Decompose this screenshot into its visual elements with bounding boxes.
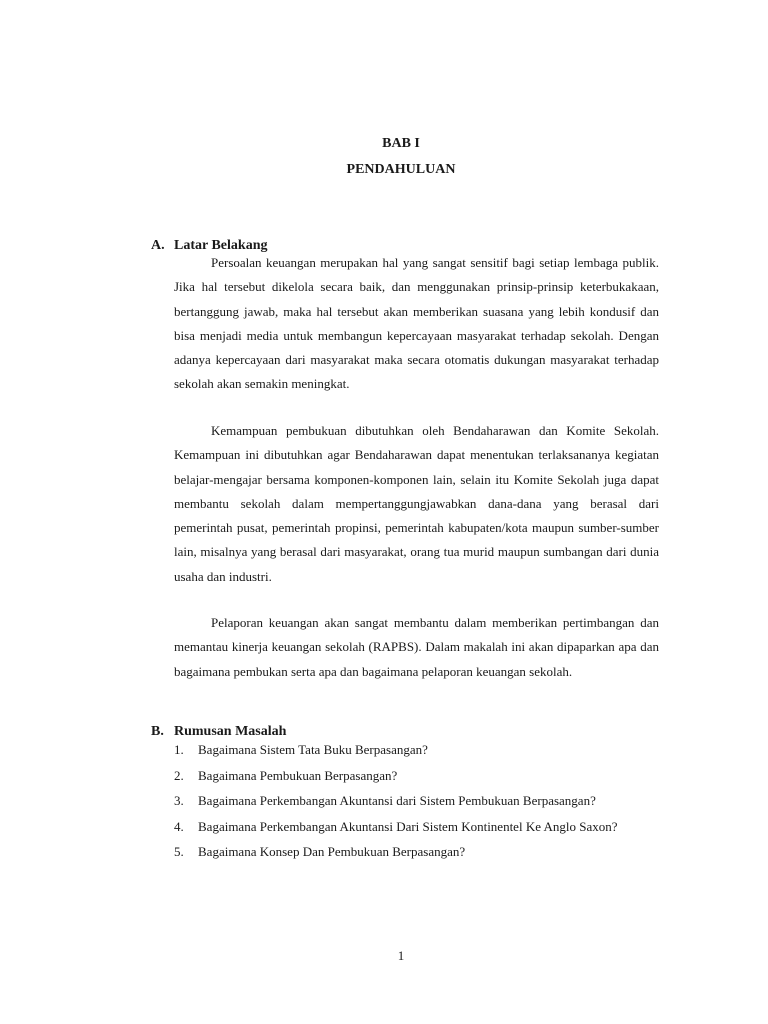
list-item-number: 4. (174, 818, 184, 834)
list-item (174, 737, 659, 763)
list-item-text: Bagaimana Konsep Dan Pembukuan Berpasangan? (198, 844, 466, 859)
chapter-number: BAB I (382, 136, 420, 151)
list-item (174, 839, 659, 865)
list-item-text: Bagaimana Pembukuan Berpasangan? (198, 767, 398, 783)
list-item-number: 1. (174, 742, 184, 757)
list-item-number: 5. (174, 844, 184, 859)
list-item-number: 2. (174, 767, 184, 783)
paragraph: Kemampuan pembukuan dibutuhkan oleh Bendaharawan dan Komite Sekolah. Kemampuan ini dibutuhkan agar Bendaharawan dapat menentukan terlaksananya kegiatan belajar-mengajar bersama komponen-komponen lain, selain itu Komite Sekolah juga dapat membantu sekolah dalam mempertanggungjawabkan dana-dana yang berasal dari pemerintah pusat, pemerintah propinsi, pemerintah kabupaten/kota maupun sumber-sumber lain, misalnya yang berasal dari masyarakat, orang tua murid maupun sumbangan dari dunia usaha dan industri. (174, 423, 659, 584)
list-item (174, 788, 659, 814)
list-item (174, 763, 659, 789)
paragraph: Pelaporan keuangan akan sangat membantu dalam memberikan pertimbangan dan memantau kinerja keuangan sekolah (RAPBS). Dalam makalah ini akan dipaparkan apa dan bagaimana pembukan serta apa dan bagaimana pelaporan keuangan sekolah. (174, 615, 659, 679)
section-a-title: Latar Belakang (174, 238, 268, 253)
section-a-marker: A. (151, 238, 165, 253)
list-item-text: Bagaimana Perkembangan Akuntansi Dari Sistem Kontinentel Ke Anglo Saxon? (198, 818, 618, 834)
list-item-text: Bagaimana Sistem Tata Buku Berpasangan? (198, 742, 428, 757)
list-item-number: 3. (174, 793, 184, 808)
list-item-text: Bagaimana Perkembangan Akuntansi dari Sistem Pembukuan Berpasangan? (198, 793, 596, 808)
section-b-title: Rumusan Masalah (174, 724, 287, 739)
paragraph: Persoalan keuangan merupakan hal yang sangat sensitif bagi setiap lembaga publik. Jika hal tersebut dikelola secara baik, dan menggunakan prinsip-prinsip keterbukakaan, bertanggung jawab, maka hal tersebut akan memberikan suasana yang lebih kondusif dan bisa menjadi media untuk membangun kepercayaan masyarakat terhadap sekolah. Dengan adanya kepercayaan dari masyarakat maka secara otomatis dukungan masyarakat terhadap sekolah akan semakin meningkat. (174, 255, 659, 392)
page-number: 1 (397, 948, 405, 963)
list-item (174, 814, 659, 840)
chapter-title: PENDAHULUAN (346, 162, 456, 177)
section-b-marker: B. (151, 724, 164, 739)
research-questions-list (174, 737, 659, 865)
